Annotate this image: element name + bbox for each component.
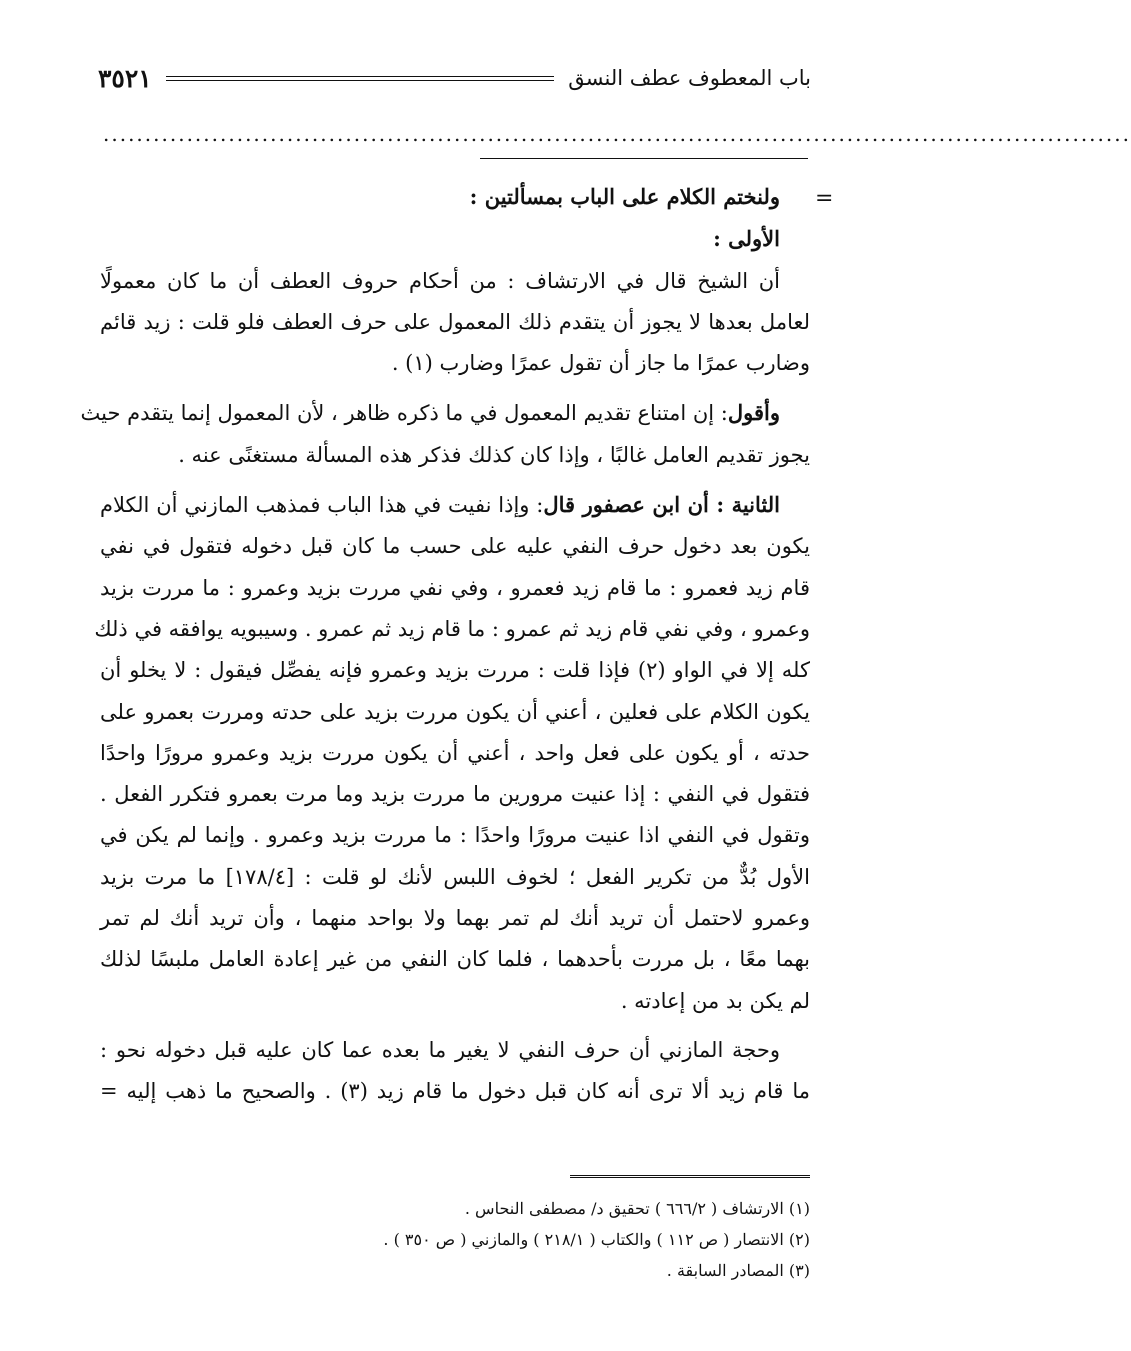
line-text: : إن امتناع تقديم المعمول في ما ذكره ظاهر ، لأن المعمول إنما يتقدم حيث xyxy=(80,401,728,426)
text-line: فتقول في النفي : إذا عنيت مرورين ما مررت بزيد وما مرت بعمرو فتكرر الفعل . xyxy=(100,782,810,807)
footnote-2: (٢) الانتصار ( ص ١١٢ ) والكتاب ( ٢١٨/١ ) والمازني ( ص ٣٥٠ ) . xyxy=(383,1230,810,1249)
paragraph-1 xyxy=(100,261,810,385)
text-line: الأول بُدٌّ من تكرير الفعل ؛ لخوف اللبس لأنك لو قلت : [١٧٨/٤] ما مرت بزيد xyxy=(100,864,810,889)
footnote-separator xyxy=(570,1175,810,1181)
paragraph-3 xyxy=(94,484,810,1022)
text-line: كله إلا في الواو (٢) فإذا قلت : مررت بزيد وعمرو فإنه يفصِّل فيقول : لا يخلو أن xyxy=(100,658,810,683)
text-line: ما قام زيد ألا ترى أنه كان قبل دخول ما قام زيد (٣) . والصحيح ما ذهب إليه = xyxy=(100,1079,810,1104)
text-line: وضارب عمرًا ما جاز أن تقول عمرًا وضارب (١) . xyxy=(391,351,810,376)
lead-word: وأقول xyxy=(727,400,780,426)
text-line: أن الشيخ قال في الارتشاف : من أحكام حروف العطف أن ما كان معمولًا xyxy=(100,268,780,293)
text-line: يجوز تقديم العامل غالبًا ، وإذا كان كذلك فذكر هذه المسألة مستغنًى عنه . xyxy=(178,442,810,467)
text-line xyxy=(80,392,810,434)
text-line: بهما معًا ، بل مررت بأحدهما ، فلما كان النفي من غير إعادة العامل ملبسًا لذلك xyxy=(100,947,810,972)
paragraph-2 xyxy=(80,392,810,476)
footnote-1: (١) الارتشاف ( ٦٦٦/٢ ) تحقيق د/ مصطفى النحاس . xyxy=(464,1199,810,1218)
main-text xyxy=(80,168,810,1113)
first-heading-text: الأولى : xyxy=(713,226,780,252)
line-text: : وإذا نفيت في هذا الباب فمذهب المازني أن الكلام xyxy=(100,493,544,518)
text-line: يكون الكلام على فعلين ، أعني أن يكون مررت بزيد على حدته ومررت بعمرو على xyxy=(100,699,810,724)
text-line: لم يكن بد من إعادته . xyxy=(620,988,810,1013)
footnote-3: (٣) المصادر السابقة . xyxy=(666,1261,810,1280)
section-intro-text: ولنختم الكلام على الباب بمسألتين : xyxy=(469,184,780,209)
footnotes xyxy=(100,1193,810,1286)
dotted-separator: ........................................................................................................................... xyxy=(103,122,1131,146)
lead-word: الثانية : أن ابن عصفور قال xyxy=(543,492,780,518)
section-intro xyxy=(100,176,810,218)
text-line: قام زيد فعمرو : ما قام زيد فعمرو ، وفي نفي مررت بزيد وعمرو : ما مررت بزيد xyxy=(100,575,810,600)
running-header xyxy=(98,58,811,98)
text-line: وعمرو لاحتمل أن تريد أنك لم تمر بهما ولا بواحد منهما ، وأن تريد أنك لم تمر xyxy=(100,906,810,931)
text-line: وتقول في النفي اذا عنيت مرورًا واحدًا : ما مررت بزيد وعمرو . وإنما لم يكن في xyxy=(100,823,810,848)
page-number: ٣٥٢١ xyxy=(98,63,152,93)
text-line xyxy=(100,484,810,526)
first-heading xyxy=(100,218,810,260)
chapter-title: باب المعطوف عطف النسق xyxy=(568,66,811,90)
text-line: لعامل بعدها لا يجوز أن يتقدم ذلك المعمول على حرف العطف فلو قلت : زيد قائم xyxy=(100,309,810,334)
section-rule xyxy=(480,158,808,159)
text-line: وعمرو ، وفي نفي قام زيد ثم عمرو : ما قام زيد ثم عمرو . وسيبويه يوافقه في ذلك xyxy=(94,616,810,641)
header-rule xyxy=(166,76,555,81)
continuation-mark: = xyxy=(815,186,834,211)
paragraph-4 xyxy=(100,1030,810,1113)
text-line: حدته ، أو يكون على فعل واحد ، أعني أن يكون مررت بزيد وعمرو مرورًا واحدًا xyxy=(100,740,810,765)
text-line: وحجة المازني أن حرف النفي لا يغير ما بعده عما كان عليه قبل دخوله نحو : xyxy=(100,1037,780,1062)
text-line: يكون بعد دخول حرف النفي عليه على حسب ما كان قبل دخوله فتقول في نفي xyxy=(100,534,810,559)
